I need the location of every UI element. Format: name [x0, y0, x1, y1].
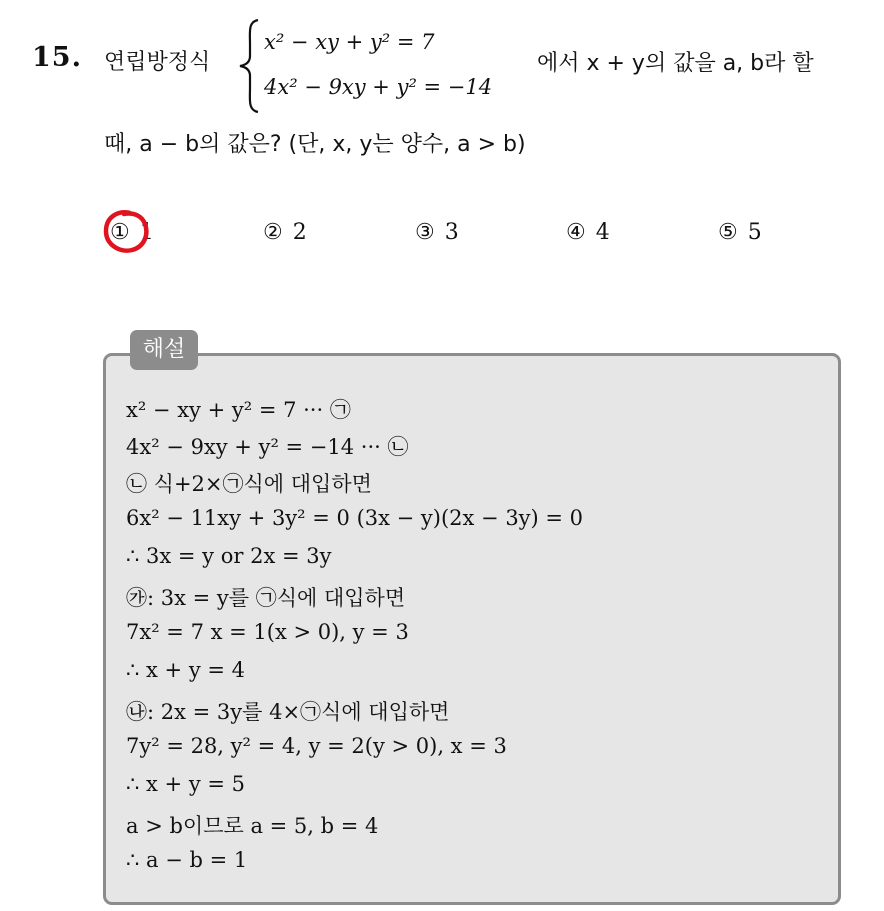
solution-line-10: 7y² = 28, y² = 4, y = 2(y > 0), x = 3: [126, 734, 507, 758]
prompt-line-2: 때, a − b의 값은? (단, x, y는 양수, a > b): [104, 132, 526, 157]
choice-number: ③: [415, 220, 435, 245]
choice-2[interactable]: [263, 220, 307, 245]
choice-3[interactable]: [415, 220, 459, 245]
choice-number: ②: [263, 220, 283, 245]
choice-value: 5: [747, 220, 762, 245]
solution-line-8: ∴ x + y = 4: [126, 658, 245, 682]
prompt-tail: 에서 x + y의 값을 a, b라 할: [537, 51, 814, 76]
solution-line-5: ∴ 3x = y or 2x = 3y: [126, 544, 332, 568]
solution-line-1: x² − xy + y² = 7 ··· ㉠: [126, 398, 351, 422]
solution-line-13: ∴ a − b = 1: [126, 848, 248, 872]
system-brace: [238, 18, 262, 114]
solution-line-11: ∴ x + y = 5: [126, 772, 245, 796]
solution-line-4: 6x² − 11xy + 3y² = 0 (3x − y)(2x − 3y) = 0: [126, 506, 584, 530]
answer-choices: [110, 220, 830, 250]
system-equation-2: 4x² − 9xy + y² = −14: [264, 75, 493, 99]
choice-value: 1: [139, 220, 154, 245]
solution-line-3: ㉡ 식+2×㉠식에 대입하면: [126, 472, 372, 496]
system-equation-1: x² − xy + y² = 7: [264, 30, 435, 54]
choice-4[interactable]: [566, 220, 610, 245]
choice-1[interactable]: [110, 220, 154, 245]
choice-5[interactable]: [718, 220, 762, 245]
choice-number: ⑤: [718, 220, 738, 245]
choice-value: 3: [444, 220, 459, 245]
solution-line-12: a > b이므로 a = 5, b = 4: [126, 814, 379, 838]
solution-line-9: ㉯: 2x = 3y를 4×㉠식에 대입하면: [126, 700, 450, 724]
choice-number: ①: [110, 220, 130, 245]
solution-line-7: 7x² = 7 x = 1(x > 0), y = 3: [126, 620, 409, 644]
solution-tag: 해설: [130, 330, 198, 370]
prompt-lead: 연립방정식: [104, 50, 211, 75]
choice-value: 2: [292, 220, 307, 245]
choice-number: ④: [566, 220, 586, 245]
solution-line-2: 4x² − 9xy + y² = −14 ··· ㉡: [126, 435, 409, 459]
problem-number: 15.: [32, 42, 82, 73]
solution-line-6: ㉮: 3x = y를 ㉠식에 대입하면: [126, 586, 406, 610]
choice-value: 4: [595, 220, 610, 245]
